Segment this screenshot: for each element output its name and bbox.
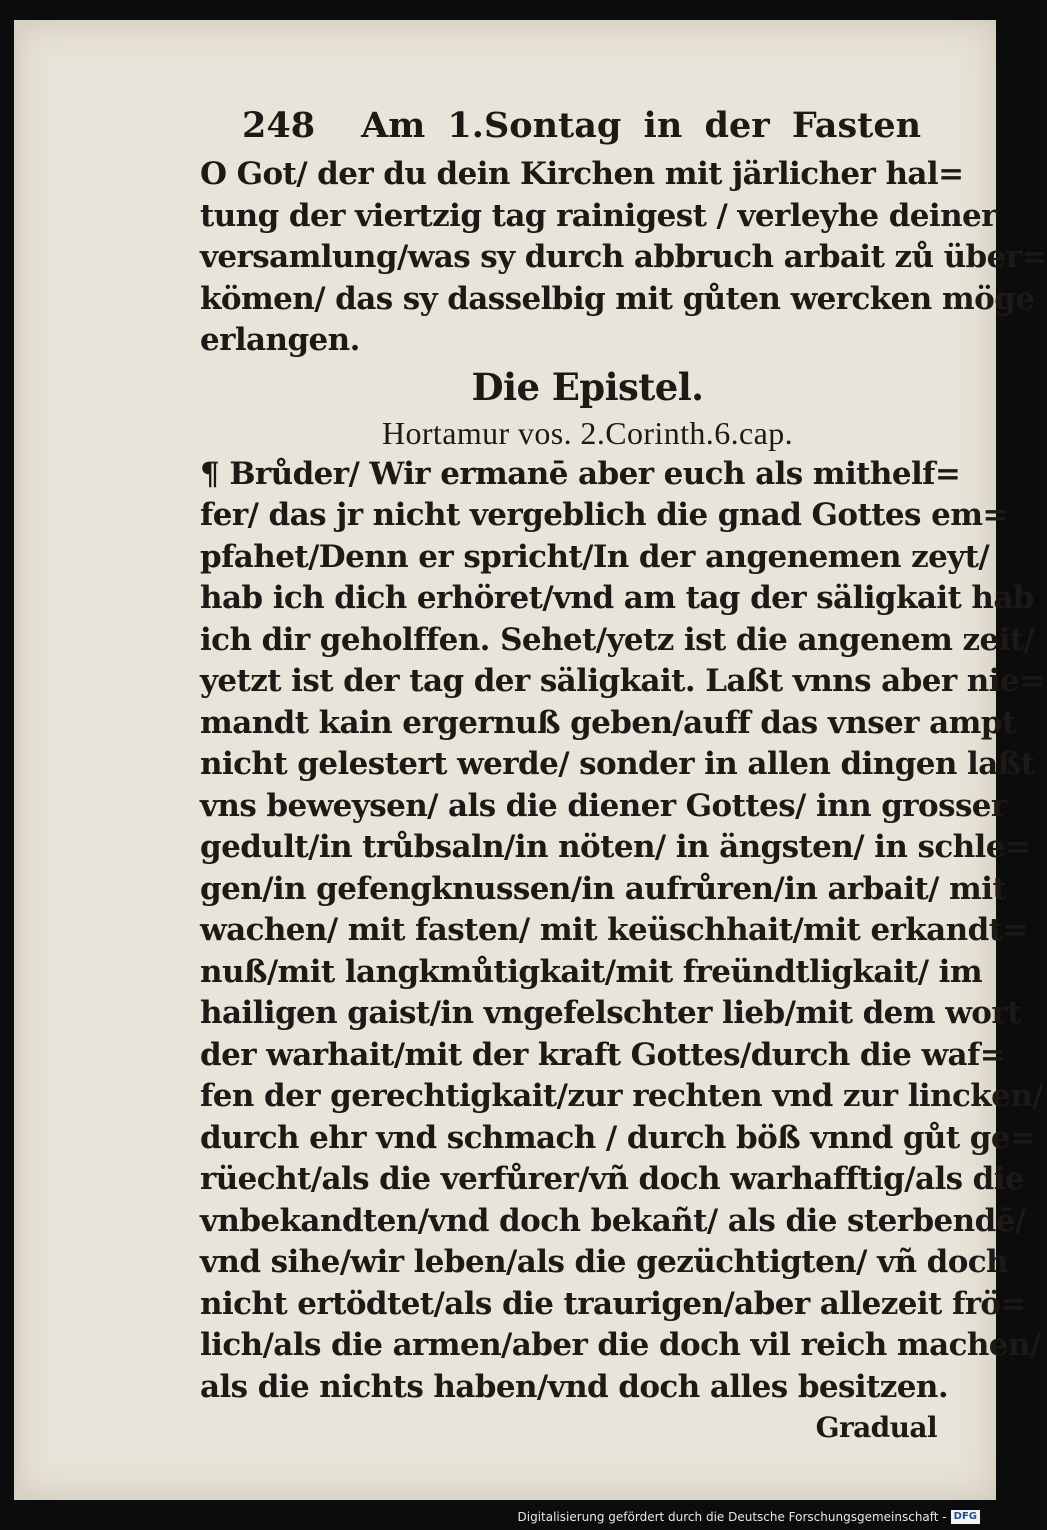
epistle-line: mandt kain ergernuß geben/auff das vnser ampt (200, 704, 1016, 741)
collect-line: kömen/ das sy dasselbig mit gůten wercken möge (200, 280, 1035, 317)
running-title: Am 1.Sontag in der Fasten (361, 105, 922, 146)
epistle-line: hab ich dich erhöret/vnd am tag der säligkait hab (200, 580, 1034, 616)
epistle-line: wachen/ mit fasten/ mit keüschhait/mit erkandt= (200, 912, 1028, 948)
epistle-line: pfahet/Denn er spricht/In der angenemen zeyt/ (200, 538, 990, 575)
collect-line: erlangen. (200, 322, 360, 358)
dfg-logo: DFG (951, 1510, 980, 1524)
collect-prayer (200, 154, 1047, 362)
catchword: Gradual (815, 1411, 937, 1444)
page-number: 248 (242, 105, 316, 146)
epistle-line: als die nichts haben/vnd doch alles besitzen. (200, 1368, 949, 1405)
epistle-line: der warhait/mit der kraft Gottes/durch die waf= (200, 1036, 1006, 1073)
epistle-line: nicht ertödtet/als die traurigen/aber allezeit frö= (200, 1285, 1026, 1322)
epistle-line: rüecht/als die verfůrer/vñ doch warhafftig/als die (200, 1161, 1025, 1197)
page-gutter-edge (14, 20, 20, 1500)
epistle-text (200, 454, 1045, 1409)
epistle-title: Die Epistel. (471, 364, 704, 409)
epistle-line: fer/ das jr nicht vergeblich die gnad Gottes em= (200, 497, 1008, 533)
epistle-line: nicht gelestert werde/ sonder in allen dingen laßt (200, 746, 1035, 782)
epistle-line: gedult/in trůbsaln/in nöten/ in ängsten/ in schle= (200, 829, 1031, 865)
collect-line: O Got/ der du dein Kirchen mit järlicher hal= (200, 156, 964, 192)
epistle-line: hailigen gaist/in vngefelschter lieb/mit dem wort (200, 995, 1021, 1031)
epistle-line: vnd sihe/wir leben/als die gezüchtigten/ vñ doch (200, 1244, 1008, 1280)
epistle-line: yetzt ist der tag der säligkait. Laßt vnns aber nie= (200, 663, 1045, 699)
credit-text: Digitalisierung gefördert durch die Deutsche Forschungsgemeinschaft - (517, 1510, 947, 1524)
epistle-line: lich/als die armen/aber die doch vil reich machen/ (200, 1327, 1041, 1363)
epistle-line: nuß/mit langkmůtigkait/mit freündtligkait/ im (200, 953, 983, 990)
epistle-line: fen der gerechtigkait/zur rechten vnd zur lincken/ (200, 1078, 1043, 1114)
collect-line: versamlung/was sy durch abbruch arbait zů über= (200, 239, 1047, 275)
epistle-line: gen/in gefengknussen/in aufrůren/in arbait/ mit (200, 870, 1007, 907)
page-text-block (200, 98, 1047, 1448)
epistle-line: durch ehr vnd schmach / durch böß vnnd gůt ge= (200, 1119, 1036, 1156)
epistle-line: vns beweysen/ als die diener Gottes/ inn grosser (200, 787, 1007, 824)
collect-line: tung der viertzig tag rainigest / verleyhe deiner (200, 197, 997, 234)
epistle-citation: Hortamur vos. 2.Corinth.6.cap. (381, 414, 794, 451)
epistle-line: ¶ Brůder/ Wir ermanē aber euch als mithelf= (200, 455, 961, 492)
running-header (200, 98, 945, 154)
epistle-line: ich dir geholffen. Sehet/yetz ist die angenem zeit/ (200, 621, 1035, 658)
epistle-line: vnbekandten/vnd doch bekañt/ als die sterbendē/ (200, 1202, 1026, 1239)
digitization-credit (518, 1510, 981, 1524)
